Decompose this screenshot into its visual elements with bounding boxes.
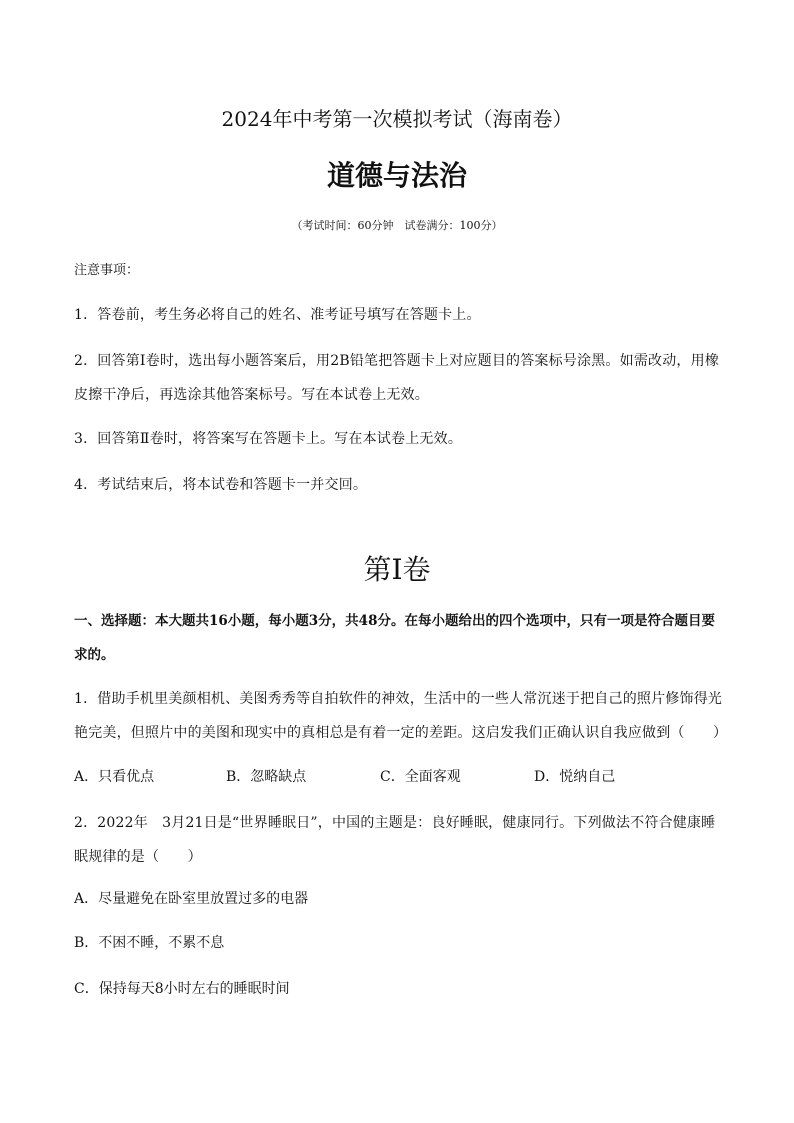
option-c: C．全面客观 — [380, 769, 461, 785]
option-b: B．不困不睡，不累不息 — [74, 935, 225, 951]
note-item: 4．考试结束后，将本试卷和答题卡一并交回。 — [74, 477, 368, 493]
option-b: B．忽略缺点 — [226, 769, 307, 785]
section-description: 一、选择题：本大题共16小题，每小题3分，共48分。在每小题给出的四个选项中，只有一项是符合题目要求的。 — [74, 613, 715, 663]
option-a: A．只看优点 — [74, 769, 155, 785]
option-a: A．尽量避免在卧室里放置过多的电器 — [74, 891, 309, 907]
notes-heading: 注意事项： — [74, 263, 140, 278]
exam-title: 2024年中考第一次模拟考试（海南卷） — [221, 107, 573, 131]
option-c: C．保持每天8小时左右的睡眠时间 — [74, 981, 290, 997]
exam-info: （考试时间：60分钟 试卷满分：100分） — [291, 219, 503, 232]
option-d: D．悦纳自己 — [534, 769, 616, 785]
question-stem: 2．2022年 3月21日是“世界睡眠日”，中国的主题是：良好睡眠，健康同行。下列做法不符合健康睡眠规律的是（ ） — [74, 815, 716, 865]
note-item: 3．回答第Ⅱ卷时，将答案写在答题卡上。写在本试卷上无效。 — [74, 431, 463, 447]
subject-title: 道德与法治 — [326, 159, 467, 192]
section-title: 第Ⅰ卷 — [363, 553, 431, 586]
note-item: 2．回答第Ⅰ卷时，选出每小题答案后，用2B铅笔把答题卡上对应题目的答案标号涂黑。如需改动，用橡皮擦干净后，再选涂其他答案标号。写在本试卷上无效。 — [74, 353, 720, 403]
question-options — [74, 760, 724, 794]
note-item: 1．答卷前，考生务必将自己的姓名、准考证号填写在答题卡上。 — [74, 307, 481, 323]
question-stem: 1．借助手机里美颜相机、美图秀秀等自拍软件的神效，生活中的一些人常沉迷于把自己的照片修饰得光艳完美，但照片中的美图和现实中的真相总是有着一定的差距。这启发我们正确认识自我应做到（ ） — [74, 691, 728, 741]
